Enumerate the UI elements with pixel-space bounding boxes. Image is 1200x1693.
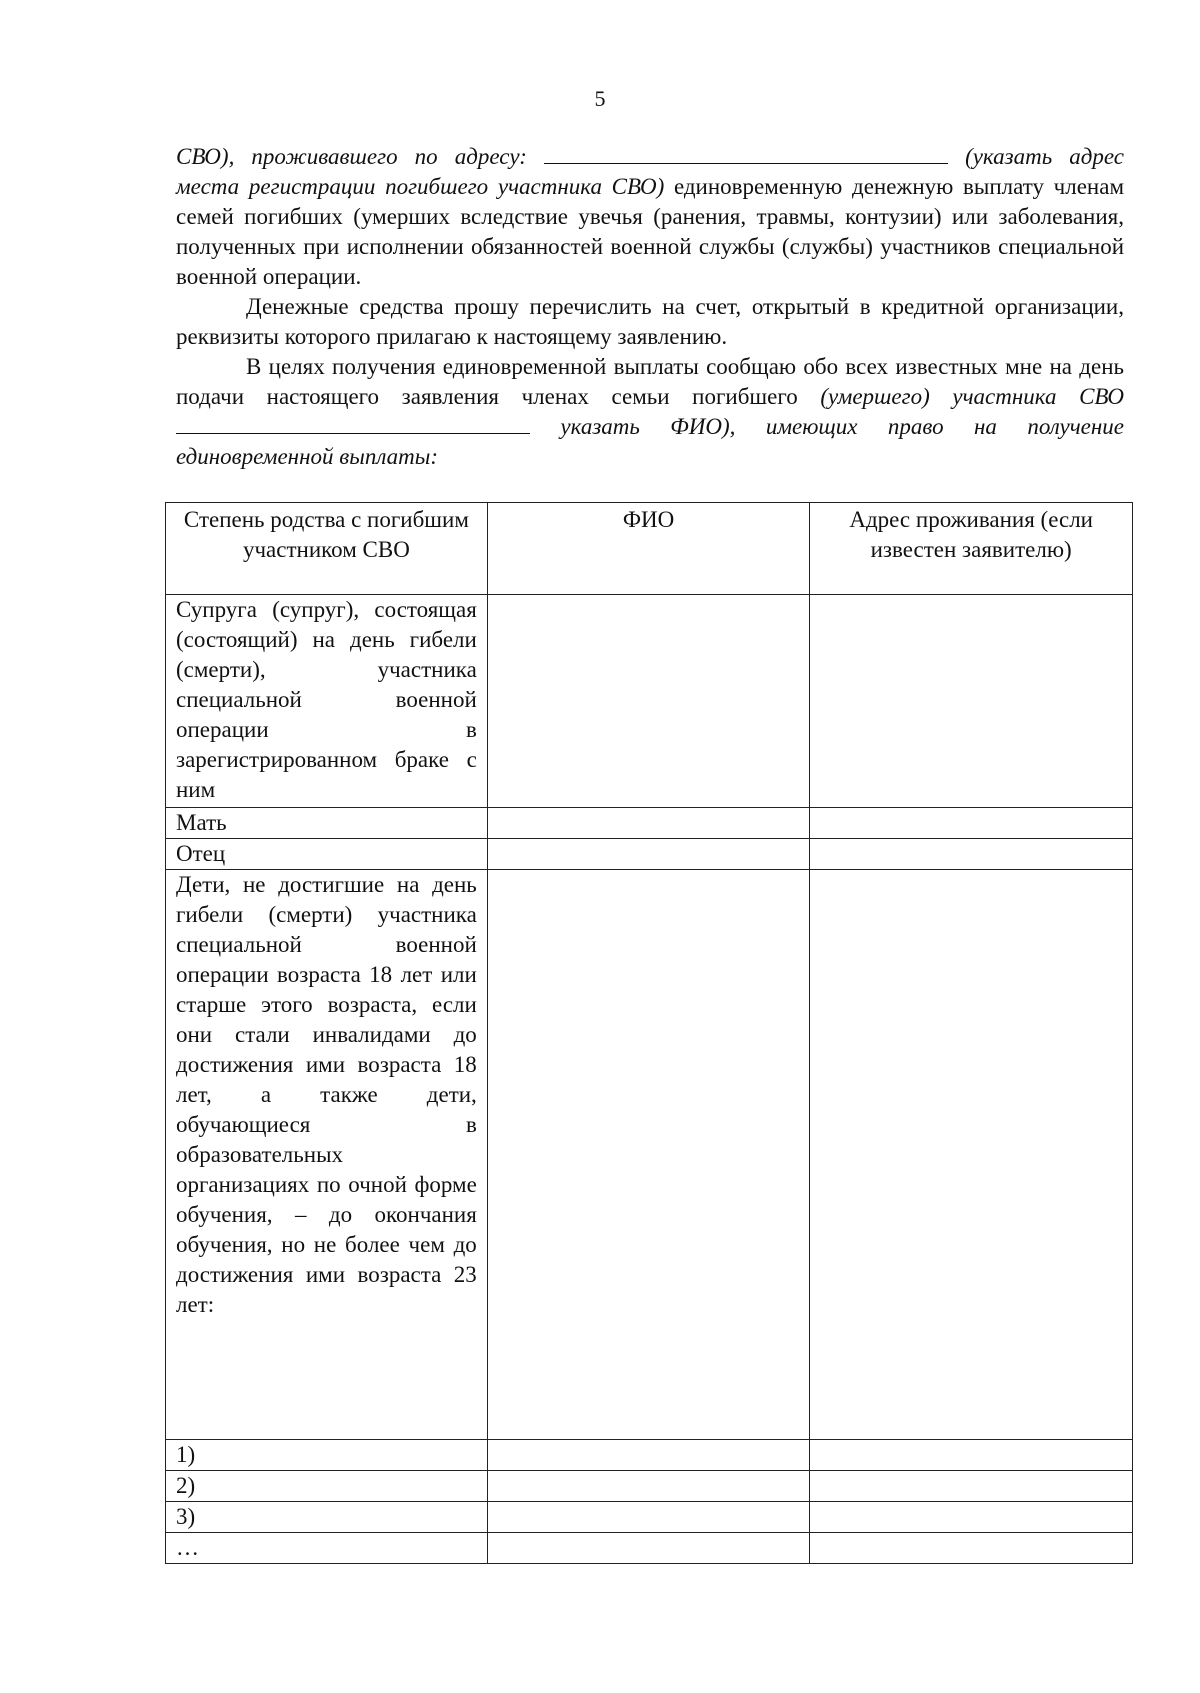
application-text	[176, 142, 1124, 472]
participant-fio-blank-line	[176, 413, 530, 434]
address-cell[interactable]	[810, 839, 1133, 870]
relationship-cell: Отец	[166, 839, 488, 870]
address-cell[interactable]	[810, 595, 1133, 808]
page-number: 5	[594, 86, 606, 111]
address-cell[interactable]	[810, 808, 1133, 839]
relationship-cell: 1)	[166, 1440, 488, 1471]
table-row	[166, 1502, 1133, 1533]
address-cell[interactable]	[810, 1533, 1133, 1564]
address-cell[interactable]	[810, 1502, 1133, 1533]
relationship-cell: 3)	[166, 1502, 488, 1533]
table-row	[166, 808, 1133, 839]
table-row	[166, 1533, 1133, 1564]
address-cell[interactable]	[810, 1471, 1133, 1502]
header-relationship: Степень родства с погибшим участником СВО	[166, 503, 488, 595]
family-members-intro: В целях получения единовременной выплаты сообщаю обо всех известных мне на день подачи настоящего заявления членах семьи погибшего	[176, 354, 1124, 409]
payment-purpose-text: единовременную денежную выплату членам семей погибших (умерших вследствие увечья (ранения, травмы, контузии) или заболевания, полученных при исполнении обязанностей военной службы (службы) участников специальной военной операции.	[176, 174, 1125, 289]
table-row	[166, 1440, 1133, 1471]
paragraph-family-members	[176, 352, 1124, 472]
address-cell[interactable]	[810, 1440, 1133, 1471]
relationship-cell: Дети, не достигшие на день гибели (смерти) участника специальной военной операции возраста 18 лет или старше этого возраста, если они стали инвалидами до достижения ими возраста 18 лет, а также дети, обучающиеся в образовательных организациях по очной форме обучения, – до окончания обучения, но не более чем до достижения ими возраста 23 лет:	[166, 870, 488, 1440]
relationship-cell: Мать	[166, 808, 488, 839]
fio-cell[interactable]	[487, 839, 810, 870]
table-row	[166, 839, 1133, 870]
address-blank-line	[544, 143, 948, 164]
fio-cell[interactable]	[487, 808, 810, 839]
fio-cell[interactable]	[487, 1502, 810, 1533]
table-row	[166, 870, 1133, 1440]
header-fio: ФИО	[487, 503, 810, 595]
paragraph-address	[176, 142, 1124, 292]
table-row	[166, 1471, 1133, 1502]
header-address: Адрес проживания (если известен заявителю)	[810, 503, 1133, 595]
family-members-table	[165, 502, 1133, 1564]
table-row	[166, 595, 1133, 808]
participant-label: (умершего) участника СВО	[820, 384, 1125, 409]
address-label: СВО), проживавшего по адресу:	[176, 144, 527, 169]
address-cell[interactable]	[810, 870, 1133, 1440]
relationship-cell: Супруга (супруг), состоящая (состоящий) на день гибели (смерти), участника специальной военной операции в зарегистрированном браке с ним	[166, 595, 488, 808]
fio-cell[interactable]	[487, 1533, 810, 1564]
address-hint: (указать адрес места регистрации погибшего участника СВО)	[176, 144, 1124, 199]
fio-cell[interactable]	[487, 1440, 810, 1471]
paragraph-bank-account: Денежные средства прошу перечислить на счет, открытый в кредитной организации, реквизиты которого прилагаю к настоящему заявлению.	[176, 294, 1124, 349]
relationship-cell: 2)	[166, 1471, 488, 1502]
table-header-row	[166, 503, 1133, 595]
fio-cell[interactable]	[487, 1471, 810, 1502]
relationship-cell: …	[166, 1533, 488, 1564]
fio-cell[interactable]	[487, 595, 810, 808]
fio-cell[interactable]	[487, 870, 810, 1440]
participant-fio-hint: указать ФИО), имеющих право на получение единовременной выплаты:	[176, 414, 1125, 469]
